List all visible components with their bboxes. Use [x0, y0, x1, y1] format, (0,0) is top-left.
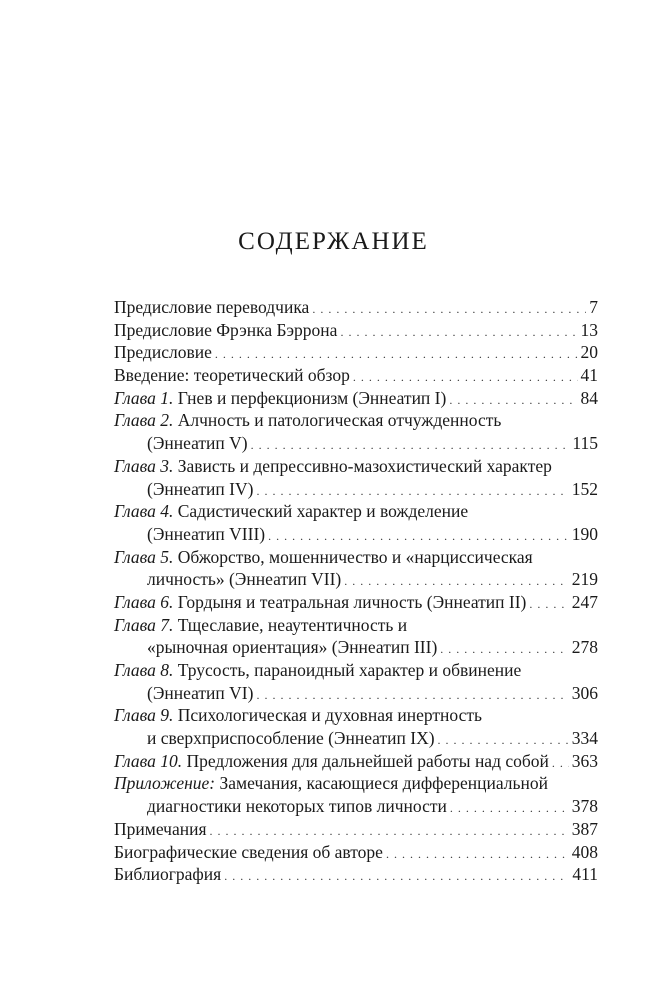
dot-leader — [215, 341, 578, 366]
toc-entry-title: Гордыня и театральная личность (Эннеатип II) — [173, 591, 527, 612]
dot-leader — [312, 296, 586, 321]
toc-entry-text — [114, 341, 212, 364]
toc-entry-title: (Эннеатип V) — [147, 433, 248, 454]
dot-leader — [344, 568, 568, 593]
toc-line — [114, 568, 598, 591]
toc-entry-title: Предисловие Фрэнка Бэррона — [114, 319, 338, 340]
toc-page-number: 219 — [571, 569, 598, 590]
toc-entry-text — [147, 568, 341, 591]
toc-line — [114, 841, 598, 864]
toc-chapter-label: Глава 3. — [114, 455, 174, 476]
toc-entry-text — [114, 296, 309, 319]
toc-line — [114, 659, 598, 682]
toc-entry-text — [114, 659, 521, 682]
toc-page-number: 190 — [571, 523, 598, 544]
toc-entry-title: Библиография — [114, 864, 222, 885]
toc-chapter-label: Глава 10. — [114, 750, 183, 771]
toc-line — [114, 523, 598, 546]
toc-chapter-label: Глава 6. — [114, 591, 174, 612]
toc-page-number: 41 — [580, 365, 598, 386]
toc-line — [114, 591, 598, 614]
dot-leader — [438, 727, 569, 752]
toc-entry-text — [114, 387, 446, 410]
toc-entry-text — [114, 409, 501, 432]
dot-leader — [440, 636, 568, 661]
toc-line — [114, 636, 598, 659]
toc-line — [114, 296, 598, 319]
toc-chapter-label: Глава 4. — [114, 501, 174, 522]
toc-line — [114, 341, 598, 364]
toc-entry-title: Предисловие переводчика — [114, 297, 310, 317]
toc-entry-title: Тщеславие, неаутентичность и — [173, 614, 408, 635]
toc-line — [114, 818, 598, 841]
toc-line — [114, 478, 598, 501]
dot-leader — [353, 364, 578, 389]
toc-entry-title: (Эннеатип VI) — [147, 682, 254, 703]
dot-leader — [210, 818, 569, 843]
toc-line — [114, 546, 598, 569]
toc-line — [114, 795, 598, 818]
toc-entry-title: Зависть и депрессивно-мазохистический характер — [173, 455, 552, 476]
toc-entry-text — [114, 750, 549, 773]
toc-chapter-label: Глава 7. — [114, 614, 174, 635]
toc-entry-title: Предложения для дальнейшей работы над собой — [182, 750, 549, 771]
toc-entry-text — [114, 614, 407, 637]
toc-line — [114, 863, 598, 886]
toc-page-number: 411 — [572, 864, 598, 885]
toc-entry-text — [114, 500, 468, 523]
dot-leader — [529, 591, 568, 616]
toc-line — [114, 750, 598, 773]
toc-entry-text — [147, 795, 447, 818]
dot-leader — [268, 523, 569, 548]
toc-entry-title: диагностики некоторых типов личности — [147, 796, 447, 817]
toc-line — [114, 500, 598, 523]
toc-entry-text — [147, 727, 435, 750]
toc-line — [114, 682, 598, 705]
toc-page-number: 13 — [580, 319, 598, 340]
toc-entry-title: (Эннеатип IV) — [147, 478, 254, 499]
toc-line — [114, 409, 598, 432]
toc-page-number: 7 — [589, 297, 598, 317]
toc-entry-title: Садистический характер и вожделение — [173, 501, 469, 522]
dot-leader — [256, 682, 568, 707]
dot-leader — [251, 432, 570, 457]
toc-line — [114, 727, 598, 750]
toc-entry-title: Замечания, касающиеся дифференциальной — [215, 773, 548, 794]
toc-chapter-label: Глава 1. — [114, 387, 174, 408]
toc-line — [114, 614, 598, 637]
toc-line — [114, 455, 598, 478]
toc-chapter-label: Глава 5. — [114, 546, 174, 567]
toc-entry-title: Алчность и патологическая отчужденность — [173, 410, 502, 431]
toc-entry-text — [114, 863, 221, 886]
toc-line — [114, 772, 598, 795]
toc-entry-text — [147, 523, 265, 546]
toc-page-number: 278 — [571, 637, 598, 658]
toc-chapter-label: Глава 8. — [114, 660, 174, 680]
toc-chapter-label: Глава 2. — [114, 410, 174, 431]
dot-leader — [224, 863, 569, 888]
toc-entry-title: Гнев и перфекционизм (Эннеатип I) — [173, 387, 447, 408]
toc-entry-title: и сверхприспособление (Эннеатип IX) — [147, 728, 435, 749]
toc-entry-text — [147, 478, 253, 501]
dot-leader — [340, 319, 577, 344]
toc-entry-text — [114, 546, 533, 569]
toc-line — [114, 364, 598, 387]
toc-entry-text — [147, 636, 437, 659]
toc-entry-text — [114, 772, 548, 795]
toc-page-number: 20 — [580, 342, 598, 363]
toc-page-number: 84 — [580, 387, 598, 408]
toc-entry-title: личность» (Эннеатип VII) — [147, 569, 342, 590]
toc-chapter-label: Приложение: — [114, 773, 216, 794]
toc-page-number: 387 — [571, 818, 598, 839]
toc-page-number: 306 — [571, 682, 598, 703]
toc-entry-title: Введение: теоретический обзор — [114, 365, 350, 386]
toc-entry-text — [114, 818, 207, 841]
toc-page-number: 378 — [571, 796, 598, 817]
dot-leader — [449, 387, 577, 412]
toc-entry-title: «рыночная ориентация» (Эннеатип III) — [147, 637, 438, 658]
toc-page-number: 408 — [571, 841, 598, 862]
dot-leader — [450, 795, 569, 820]
dot-leader — [552, 750, 569, 775]
toc-entry-text — [114, 455, 552, 478]
toc-chapter-label: Глава 9. — [114, 705, 174, 726]
toc-entry-text — [114, 841, 383, 864]
dot-leader — [256, 478, 568, 503]
toc-line — [114, 319, 598, 342]
page-title: СОДЕРЖАНИЕ — [238, 228, 429, 255]
toc-entry-text — [114, 704, 482, 727]
toc-line — [114, 704, 598, 727]
table-of-contents — [114, 296, 598, 886]
toc-page-number: 334 — [571, 728, 598, 749]
toc-entry-text — [114, 319, 337, 342]
toc-page-number: 247 — [571, 591, 598, 612]
toc-entry-text — [114, 364, 350, 387]
toc-entry-title: Обжорство, мошенничество и «нарциссическая — [173, 546, 533, 567]
toc-page-number: 363 — [571, 750, 598, 771]
toc-page-number: 115 — [572, 433, 598, 454]
toc-entry-text — [147, 432, 248, 455]
toc-entry-title: Трусость, параноидный характер и обвинение — [173, 660, 522, 680]
toc-line — [114, 432, 598, 455]
toc-entry-title: Психологическая и духовная инертность — [173, 705, 482, 726]
toc-page-number: 152 — [571, 478, 598, 499]
toc-entry-title: (Эннеатип VIII) — [147, 523, 266, 544]
toc-line — [114, 387, 598, 410]
dot-leader — [386, 841, 569, 866]
toc-entry-title: Примечания — [114, 818, 207, 839]
toc-entry-title: Предисловие — [114, 342, 212, 363]
toc-entry-title: Биографические сведения об авторе — [114, 841, 383, 862]
toc-entry-text — [114, 591, 526, 614]
toc-entry-text — [147, 682, 253, 705]
